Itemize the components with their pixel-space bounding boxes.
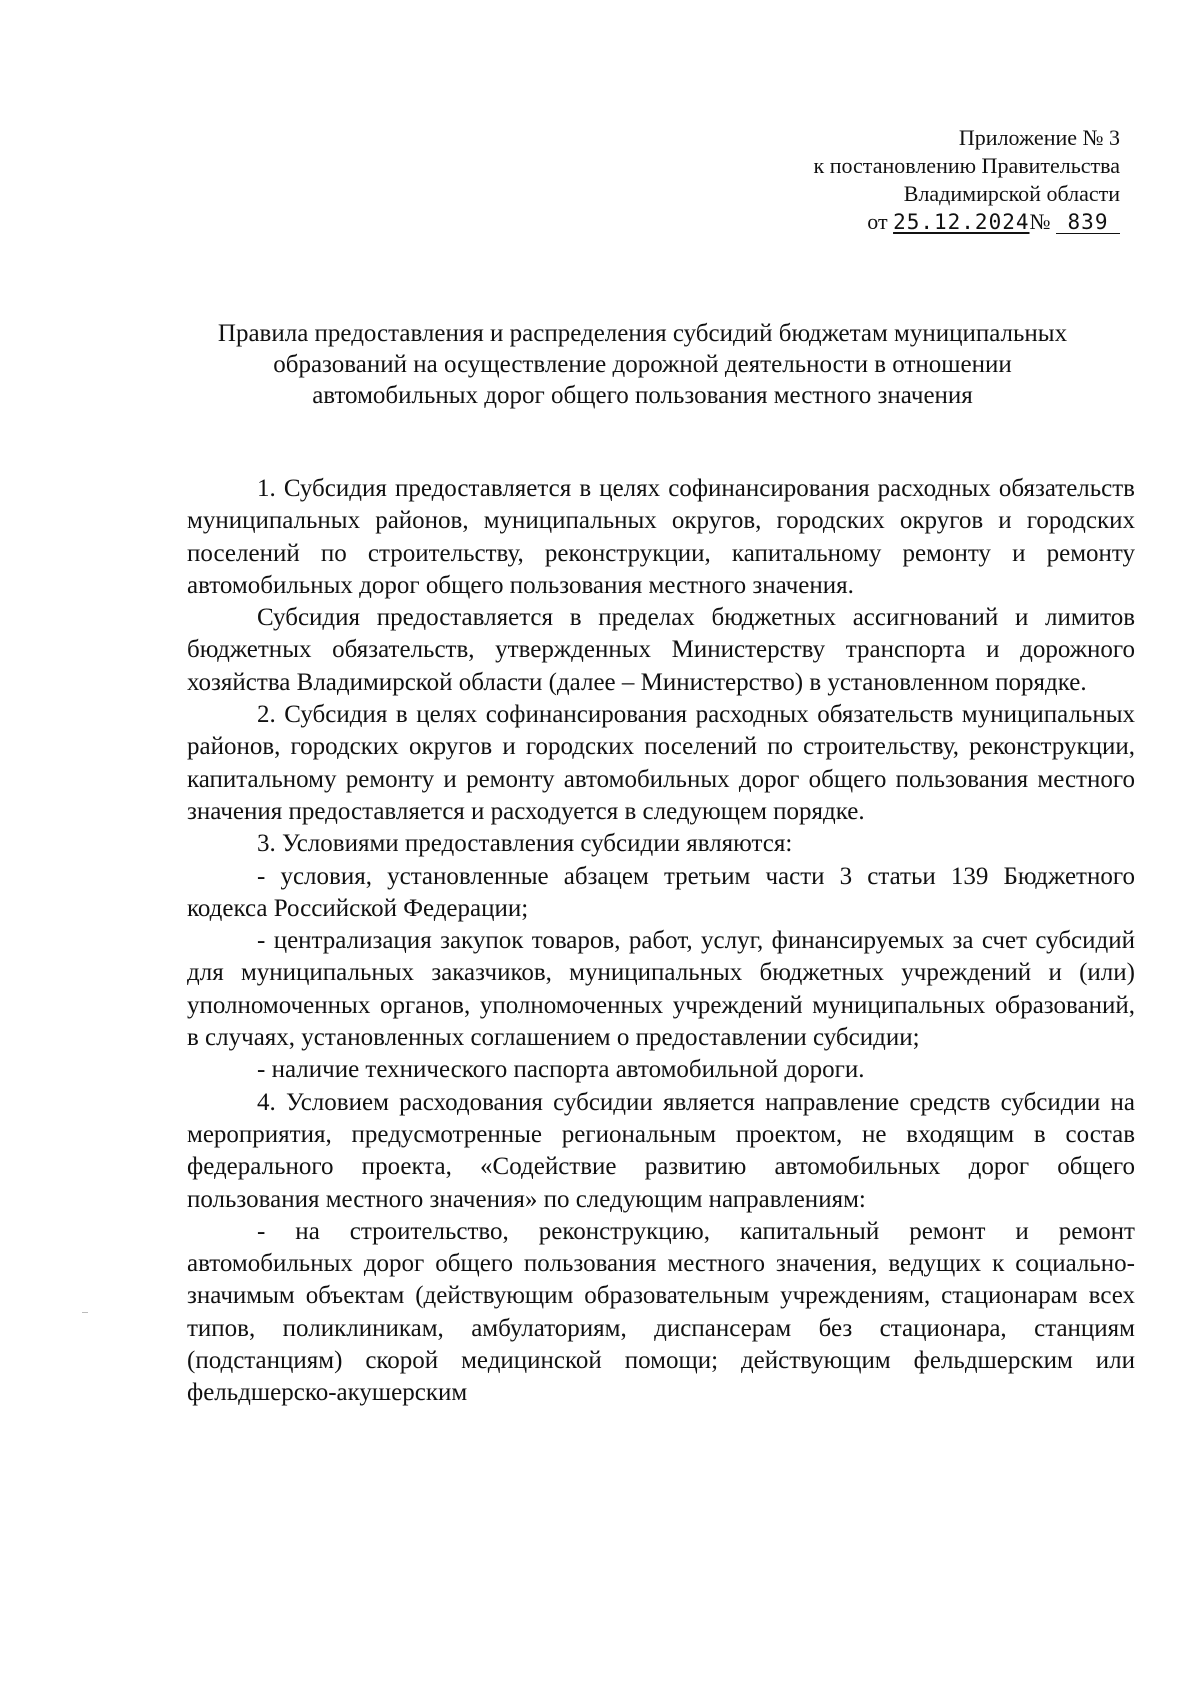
appendix-resolution: к постановлению Правительства bbox=[813, 153, 1120, 178]
document-date: 25.12.2024 bbox=[893, 210, 1030, 234]
appendix-header bbox=[700, 124, 1120, 236]
title-line-1: Правила предоставления и распределения субсидий бюджетам муниципальных bbox=[217, 320, 1068, 347]
number-prefix: № bbox=[1029, 209, 1051, 234]
document-title bbox=[150, 318, 1135, 411]
paragraph-1: 1. Субсидия предоставляется в целях софинансирования расходных обязательств муниципальных районов, муниципальных округов, городских округов и городских поселений по строительству, реконструкции, капитальному ремонту и ремонту автомобильных дорог общего пользования местного значения. bbox=[187, 475, 1135, 599]
paragraph-4: 4. Условием расходования субсидии является направление средств субсидии на мероприятия, предусмотренные региональным проектом, не входящим в состав федерального проекта, «Содействие развитию автомобильных дорог общего пользования местного значения» по следующим направлениям: bbox=[187, 1088, 1135, 1213]
paragraph-3: 3. Условиями предоставления субсидии являются: bbox=[257, 830, 793, 858]
paragraph-3-condition-2: - централизация закупок товаров, работ, услуг, финансируемых за счет субсидий для муниципальных заказчиков, муниципальных бюджетных учреждений и (или) уполномоченных органов, уполномоченных учреждений муниципальных образований, в случаях, установленных соглашением о предоставлении субсидии; bbox=[187, 927, 1135, 1052]
document-number: 839 bbox=[1067, 210, 1109, 234]
paragraph-3-condition-3: - наличие технического паспорта автомобильной дороги. bbox=[257, 1056, 865, 1084]
paragraph-1-subsidy-limits: Субсидия предоставляется в пределах бюджетных ассигнований и лимитов бюджетных обязательств, утвержденных Министерству транспорта и дорожного хозяйства Владимирской области (далее – Министерство) в установленном порядке. bbox=[187, 604, 1135, 696]
appendix-region: Владимирской области bbox=[903, 181, 1120, 206]
appendix-date-line bbox=[867, 208, 1120, 236]
document-body bbox=[187, 473, 1135, 1410]
title-line-3: автомобильных дорог общего пользования местного значения bbox=[312, 382, 973, 409]
date-prefix: от bbox=[867, 209, 888, 234]
scan-artifact bbox=[82, 1312, 88, 1313]
paragraph-4-direction-1: - на строительство, реконструкцию, капитальный ремонт и ремонт автомобильных дорог общего пользования местного значения, ведущих к социально-значимым объектам (действующим образовательным учреждениям, стационарам всех типов, поликлиникам, амбулаториям, диспансерам без стационара, станциям (подстанциям) скорой медицинской помощи; действующим фельдшерским или фельдшерско-акушерским bbox=[187, 1217, 1135, 1407]
appendix-title: Приложение № 3 bbox=[958, 125, 1120, 150]
paragraph-3-condition-1: - условия, установленные абзацем третьим части 3 статьи 139 Бюджетного кодекса Российской Федерации; bbox=[187, 862, 1135, 922]
paragraph-2: 2. Субсидия в целях софинансирования расходных обязательств муниципальных районов, городских округов и городских поселений по строительству, реконструкции, капитальному ремонту и ремонту автомобильных дорог общего пользования местного значения предоставляется и расходуется в следующем порядке. bbox=[187, 701, 1135, 825]
title-line-2: образований на осуществление дорожной деятельности в отношении bbox=[273, 351, 1012, 378]
